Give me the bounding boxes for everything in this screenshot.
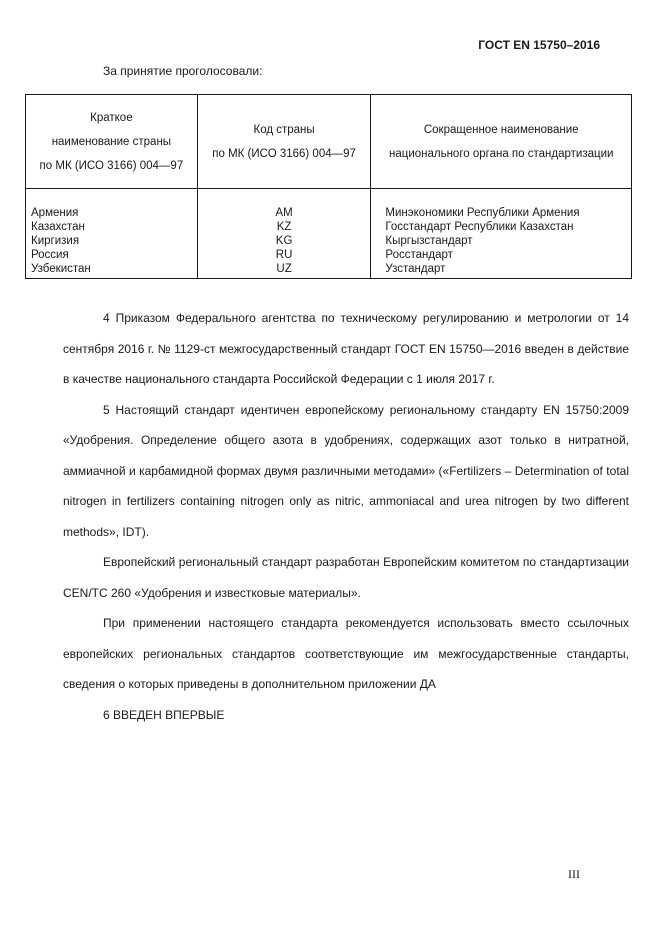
header-country-name: Краткое наименование страны по МК (ИСО 3166) 004—97 xyxy=(26,95,198,189)
country-cell: Узбекистан xyxy=(26,262,198,279)
voting-intro: За принятие проголосовали: xyxy=(103,64,263,78)
country-cell: Россия xyxy=(26,248,198,262)
table-row xyxy=(26,189,632,221)
agency-cell: Узстандарт xyxy=(371,262,632,279)
page-number: III xyxy=(568,867,580,881)
header-country-code: Код страны по МК (ИСО 3166) 004—97 xyxy=(197,95,371,189)
body-text xyxy=(63,303,629,730)
table-row xyxy=(26,262,632,279)
agency-cell: Росстандарт xyxy=(371,248,632,262)
agency-cell: Госстандарт Республики Казахстан xyxy=(371,220,632,234)
paragraph-6: 6 ВВЕДЕН ВПЕРВЫЕ xyxy=(103,707,225,722)
code-cell: UZ xyxy=(197,262,371,279)
header-agency: Сокращенное наименование национального органа по стандартизации xyxy=(371,95,632,189)
code-cell: KG xyxy=(197,234,371,248)
country-cell: Киргизия xyxy=(26,234,198,248)
table-row xyxy=(26,220,632,234)
paragraph-5: 5 Настоящий стандарт идентичен европейскому региональному стандарту EN 15750:2009 «Удобрения. Определение общего азота в удобрениях, содержащих азот только в нитратной, аммиачной и карбамидной формах двумя различными методами» («Fertilizers – Determination of total nitrogen in fertilizers containing nitrogen only as nitric, ammoniacal and urea nitrogen by two different methods», IDT). xyxy=(63,402,629,539)
country-cell: Армения xyxy=(26,189,198,221)
table-row xyxy=(26,248,632,262)
voting-table xyxy=(25,94,632,279)
agency-cell: Минэкономики Республики Армения xyxy=(371,189,632,221)
code-cell: KZ xyxy=(197,220,371,234)
document-code: ГОСТ EN 15750–2016 xyxy=(478,38,600,52)
paragraph-4: 4 Приказом Федерального агентства по техническому регулированию и метрологии от 14 сентября 2016 г. № 1129-ст межгосударственный стандарт ГОСТ EN 15750—2016 введен в действие в качестве национального стандарта Российской Федерации с 1 июля 2017 г. xyxy=(63,311,629,386)
table-row xyxy=(26,234,632,248)
country-cell: Казахстан xyxy=(26,220,198,234)
paragraph-5-usage: При применении настоящего стандарта рекомендуется использовать вместо ссылочных европейских региональных стандартов соответствующие им межгосударственные стандарты, сведения о которых приведены в дополнительном приложении ДА xyxy=(63,616,629,691)
agency-cell: Кыргызстандарт xyxy=(371,234,632,248)
paragraph-5-european: Европейский региональный стандарт разработан Европейским комитетом по стандартизации CEN/TC 260 «Удобрения и известковые материалы». xyxy=(63,555,629,600)
code-cell: RU xyxy=(197,248,371,262)
code-cell: AM xyxy=(197,189,371,221)
